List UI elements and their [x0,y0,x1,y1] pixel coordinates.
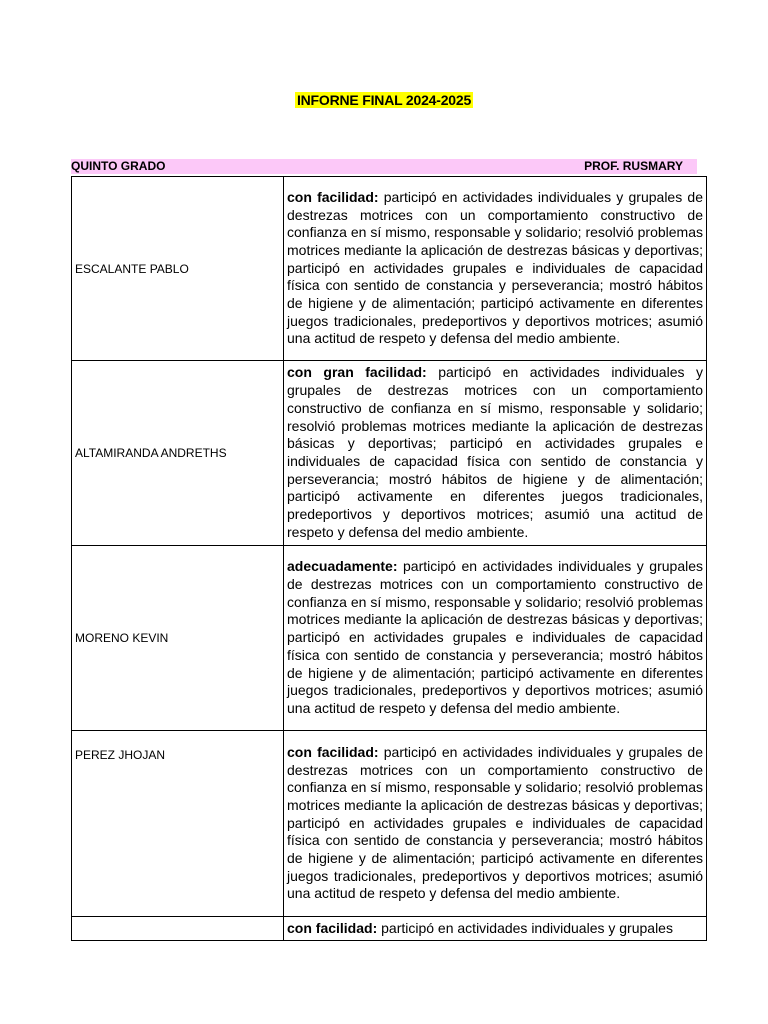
achievement-level: adecuadamente: [287,558,398,575]
student-description [284,546,707,731]
achievement-level: con gran facilidad: [287,364,427,381]
table-row [72,177,707,361]
student-description [284,917,707,941]
description-text: participó en actividades individuales y grupales de destrezas motrices con un comportamiento constructivo de confianza en sí mismo, responsable y solidario; resolvió problemas motrices mediante la aplicación de destrezas básicas y deportivas; participó en actividades grupales e individuales de capacidad física con sentido de constancia y perseverancia; mostró hábitos de higiene y de alimentación; participó activamente en diferentes juegos tradicionales, predeportivos y deportivos motrices; asumió una actitud de respeto y defensa del medio ambiente. [287,558,703,716]
grade-header [71,159,697,174]
achievement-level: con facilidad: [287,743,379,760]
achievement-level: con facilidad: [287,188,379,205]
student-name: ESCALANTE PABLO [72,177,284,361]
student-name: PEREZ JHOJAN [72,731,284,917]
table-row [72,546,707,731]
student-name: ALTAMIRANDA ANDRETHS [72,361,284,546]
student-name: MORENO KEVIN [72,546,284,731]
table-row [72,731,707,917]
student-name [72,917,284,941]
student-description [284,731,707,917]
description-text: participó en actividades individuales y grupales de destrezas motrices con un comportamiento constructivo de confianza en sí mismo, responsable y solidario; resolvió problemas motrices mediante la aplicación de destrezas básicas y deportivas; participó en actividades grupales e individuales de capacidad física con sentido de constancia y perseverancia; mostró hábitos de higiene y de alimentación; participó activamente en diferentes juegos tradicionales, predeportivos y deportivos motrices; asumió una actitud de respeto y defensa del medio ambiente. [287,364,703,540]
grade-label: QUINTO GRADO [71,159,166,173]
table-row [72,917,707,941]
document-title: INFORNE FINAL 2024-2025 [296,92,472,108]
student-description [284,361,707,546]
teacher-label: PROF. RUSMARY [584,159,683,173]
student-description [284,177,707,361]
achievement-level: con facilidad: [287,919,378,936]
description-text: participó en actividades individuales y grupales de destrezas motrices con un comportamiento constructivo de confianza en sí mismo, responsable y solidario; resolvió problemas motrices mediante la aplicación de destrezas básicas y deportivas; participó en actividades grupales e individuales de capacidad física con sentido de constancia y perseverancia; mostró hábitos de higiene y de alimentación; participó activamente en diferentes juegos tradicionales, predeportivos y deportivos motrices; asumió una actitud de respeto y defensa del medio ambiente. [287,188,703,347]
report-table [71,176,707,941]
description-text: participó en actividades individuales y grupales [377,919,673,936]
description-text: participó en actividades individuales y grupales de destrezas motrices con un comportamiento constructivo de confianza en sí mismo, responsable y solidario; resolvió problemas motrices mediante la aplicación de destrezas básicas y deportivas; participó en actividades grupales e individuales de capacidad física con sentido de constancia y perseverancia; mostró hábitos de higiene y de alimentación; participó activamente en diferentes juegos tradicionales, predeportivos y deportivos motrices; asumió una actitud de respeto y defensa del medio ambiente. [287,743,703,902]
document-title-wrap [0,92,768,110]
table-row [72,361,707,546]
